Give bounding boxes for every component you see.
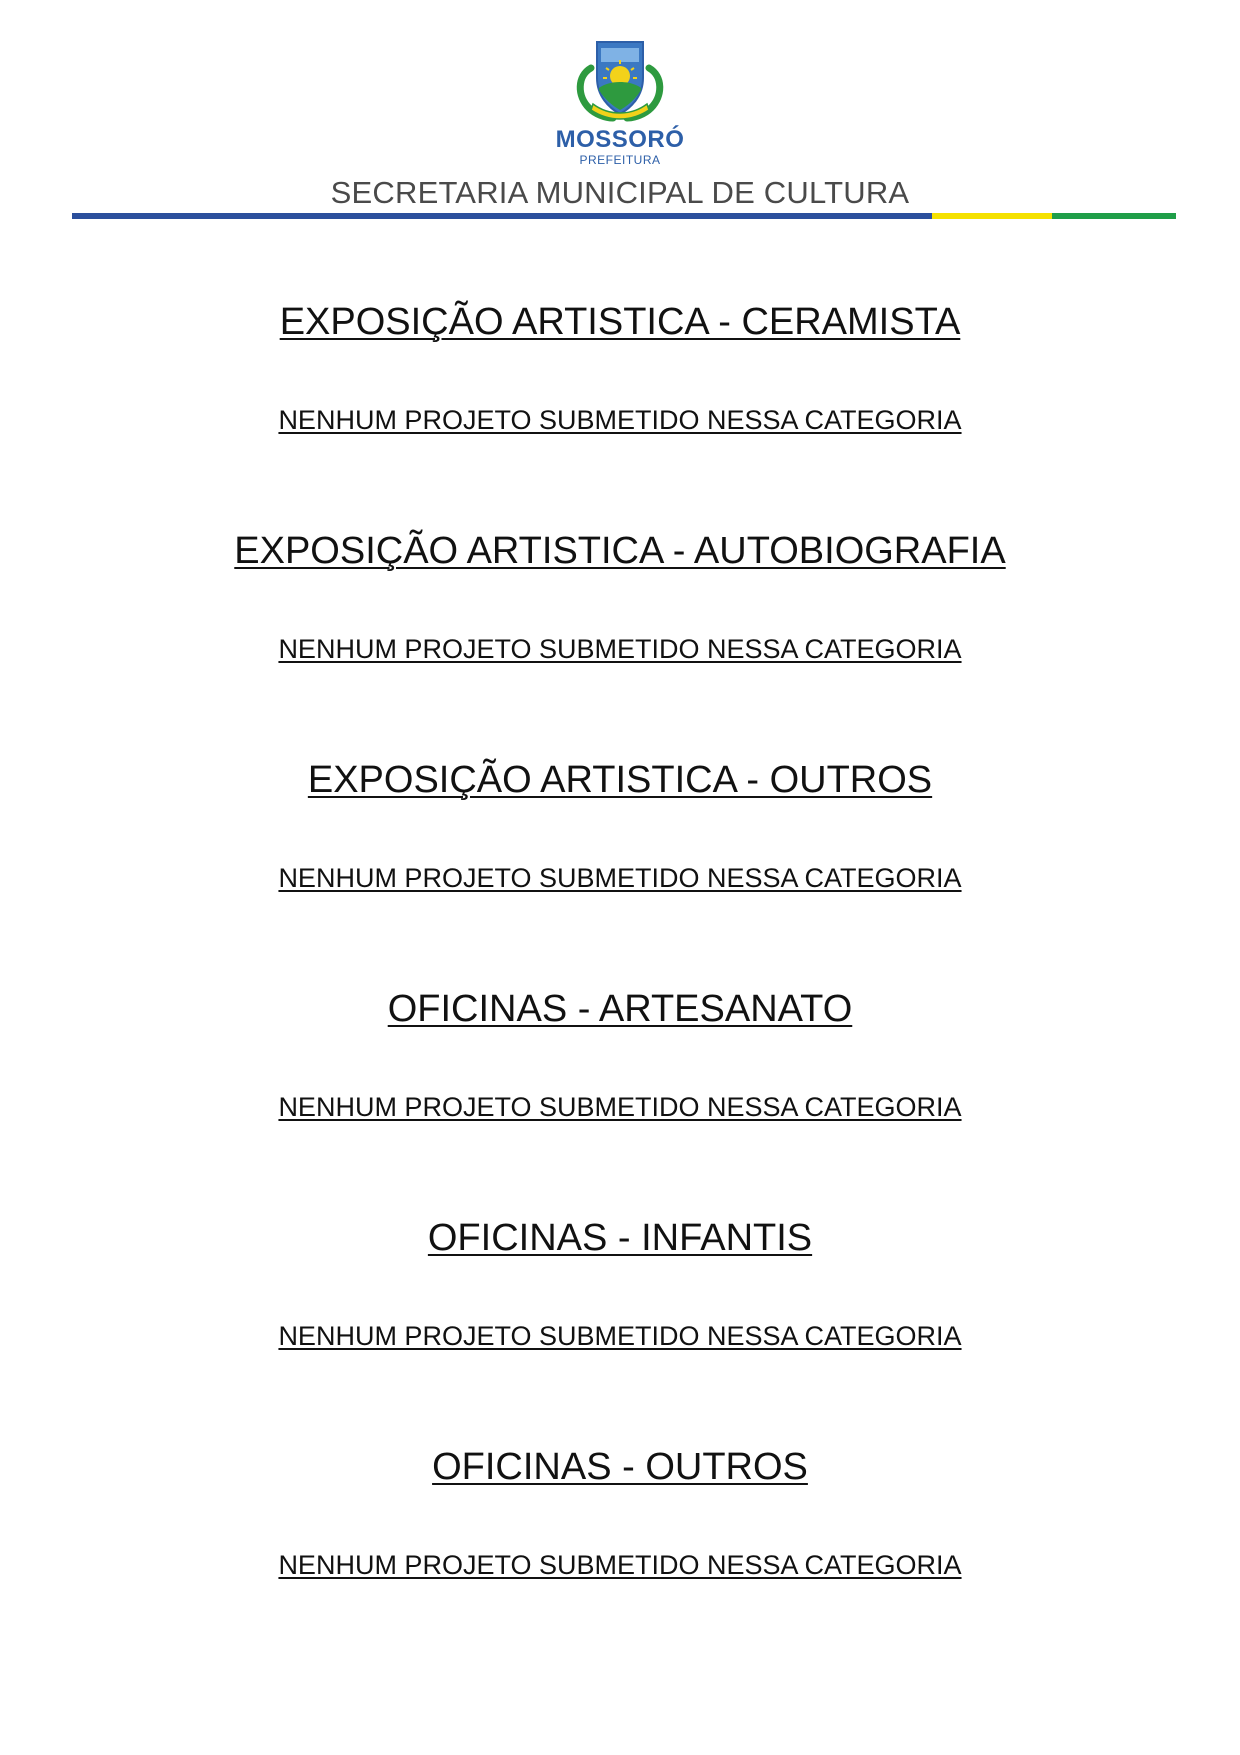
category-section <box>0 1216 1240 1445</box>
department-title: SECRETARIA MUNICIPAL DE CULTURA <box>330 175 910 210</box>
category-section <box>0 529 1240 758</box>
category-title: OFICINAS - OUTROS <box>432 1446 808 1488</box>
page-header <box>0 0 1240 230</box>
category-empty-note: NENHUM PROJETO SUBMETIDO NESSA CATEGORIA <box>278 1550 962 1580</box>
header-stripe-blue <box>72 213 932 219</box>
category-title: EXPOSIÇÃO ARTISTICA - OUTROS <box>307 759 933 801</box>
header-stripe-green <box>1052 213 1176 219</box>
category-empty-note: NENHUM PROJETO SUBMETIDO NESSA CATEGORIA <box>278 634 962 664</box>
category-empty-note: NENHUM PROJETO SUBMETIDO NESSA CATEGORIA <box>278 1321 962 1351</box>
category-section <box>0 300 1240 529</box>
brand-subtitle: PREFEITURA <box>579 153 661 167</box>
category-section <box>0 987 1240 1216</box>
brand-name: MOSSORÓ <box>555 126 685 153</box>
category-section <box>0 1445 1240 1674</box>
category-title: OFICINAS - INFANTIS <box>427 1217 813 1259</box>
header-stripe-yellow <box>932 213 1052 219</box>
category-section <box>0 758 1240 987</box>
category-empty-note: NENHUM PROJETO SUBMETIDO NESSA CATEGORIA <box>278 405 962 435</box>
category-title: OFICINAS - ARTESANATO <box>387 988 853 1030</box>
category-title: EXPOSIÇÃO ARTISTICA - CERAMISTA <box>279 301 961 343</box>
category-empty-note: NENHUM PROJETO SUBMETIDO NESSA CATEGORIA <box>278 863 962 893</box>
category-title: EXPOSIÇÃO ARTISTICA - AUTOBIOGRAFIA <box>234 530 1006 572</box>
category-list <box>0 300 1240 1674</box>
category-empty-note: NENHUM PROJETO SUBMETIDO NESSA CATEGORIA <box>278 1092 962 1122</box>
coat-of-arms-icon <box>569 38 671 122</box>
